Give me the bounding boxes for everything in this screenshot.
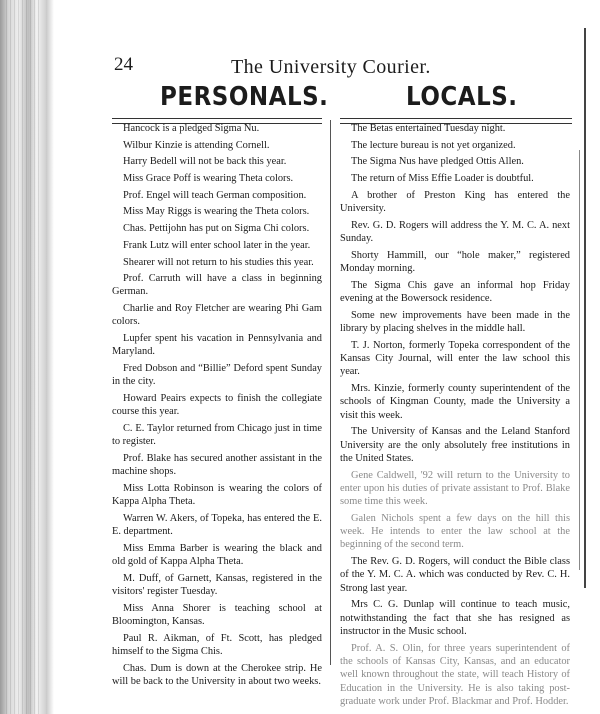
local-item: Shorty Hammill, our “hole maker,” registered Monday morning. <box>340 249 570 275</box>
local-item: The Betas entertained Tuesday night. <box>351 123 506 134</box>
personal-item: Howard Peairs expects to finish the collegiate course this year. <box>112 393 322 418</box>
local-item: Mrs. Kinzie, formerly county superintendent of the schools of Kingman County, made the University a visit this week. <box>340 382 570 421</box>
personal-item: Miss Emma Barber is wearing the black and old gold of Kappa Alpha Theta. <box>112 543 322 568</box>
local-item: Galen Nichols spent a few days on the hill this week. He intends to enter the law school at the beginning of the second term. <box>340 512 570 551</box>
local-item: The Rev. G. D. Rogers, will conduct the Bible class of the Y. M. C. A. which was conducted by Rev. C. H. Strong last year. <box>340 556 570 594</box>
personal-item: Miss Grace Poff is wearing Theta colors. <box>123 173 294 185</box>
local-item: The Sigma Chis gave an informal hop Friday evening at the Bowersock residence. <box>340 279 570 304</box>
personal-item: Prof. Blake has secured another assistant in the machine shops. <box>112 453 322 478</box>
local-item: Rev. G. D. Rogers will address the Y. M. C. A. next Sunday. <box>340 219 570 245</box>
local-item: Mrs C. G. Dunlap will continue to teach music, notwithstanding the fact that she has resigned as instructor in the Music school. <box>340 599 570 637</box>
local-item: A brother of Preston King has entered the University. <box>340 189 570 215</box>
right-margin-rule-inner <box>579 150 580 570</box>
personals-column <box>112 122 322 692</box>
personal-item: Wilbur Kinzie is attending Cornell. <box>123 139 270 151</box>
personal-item: Paul R. Aikman, of Ft. Scott, has pledged himself to the Sigma Chis. <box>112 633 322 658</box>
local-item: The University of Kansas and the Leland Stanford University are the only absolutely free institutions in the United States. <box>340 426 570 464</box>
local-item: Prof. A. S. Olin, for three years superintendent of the schools of Kansas City, Kansas, and an educator well known throughout the state, will teach History of Education in the University. He is also taking post-graduate work under Prof. Blackmar and Prof. Hodder. <box>340 642 570 707</box>
page-number: 24 <box>114 54 133 75</box>
personal-item: Chas. Dum is down at the Cherokee strip. He will be back to the University in about two weeks. <box>112 662 322 688</box>
personal-item: Chas. Pettijohn has put on Sigma Chi colors. <box>123 223 310 235</box>
personal-item: C. E. Taylor returned from Chicago just in time to register. <box>112 423 322 448</box>
local-item: The return of Miss Effie Loader is doubtful. <box>351 173 534 185</box>
local-item: T. J. Norton, formerly Topeka correspondent of the Kansas City Journal, will enter the law school this year. <box>340 339 570 378</box>
personal-item: Fred Dobson and “Billie” Deford spent Sunday in the city. <box>112 363 322 388</box>
personals-heading: PERSONALS. <box>160 82 329 112</box>
personal-item: Miss Lotta Robinson is wearing the colors of Kappa Alpha Theta. <box>112 483 322 508</box>
local-item: Gene Caldwell, '92 will return to the University to enter upon his duties of private assistant to Prof. Blake some time this week. <box>340 469 570 508</box>
right-margin-rule <box>584 28 586 588</box>
locals-column <box>340 122 570 712</box>
locals-heading: LOCALS. <box>406 82 518 112</box>
personal-item: M. Duff, of Garnett, Kansas, registered in the visitors' register Tuesday. <box>112 573 322 598</box>
personal-item: Lupfer spent his vacation in Pennsylvania and Maryland. <box>112 333 322 358</box>
personal-item: Warren W. Akers, of Topeka, has entered the E. E. department. <box>112 513 322 538</box>
personal-item: Prof. Engel will teach German composition. <box>123 189 307 201</box>
local-item: Some new improvements have been made in the library by placing shelves in the middle hall. <box>340 309 570 334</box>
personal-item: Charlie and Roy Fletcher are wearing Phi Gam colors. <box>112 303 322 328</box>
running-header <box>100 52 570 82</box>
personal-item: Shearer will not return to his studies this year. <box>123 256 314 268</box>
personal-item: Hancock is a pledged Sigma Nu. <box>123 123 260 134</box>
local-item: The lecture bureau is not yet organized. <box>351 139 516 151</box>
local-item: The Sigma Nus have pledged Ottis Allen. <box>351 156 524 168</box>
personal-item: Prof. Carruth will have a class in beginning German. <box>112 273 322 298</box>
personal-item: Harry Bedell will not be back this year. <box>123 156 287 168</box>
personal-item: Miss May Riggs is wearing the Theta colors. <box>123 206 310 218</box>
page-edge-shadow <box>46 0 54 714</box>
personal-item: Frank Lutz will enter school later in the year. <box>123 239 311 251</box>
column-divider <box>330 120 331 665</box>
personal-item: Miss Anna Shorer is teaching school at Bloomington, Kansas. <box>112 603 322 628</box>
publication-title: The University Courier. <box>231 56 431 78</box>
book-binding <box>0 0 46 714</box>
